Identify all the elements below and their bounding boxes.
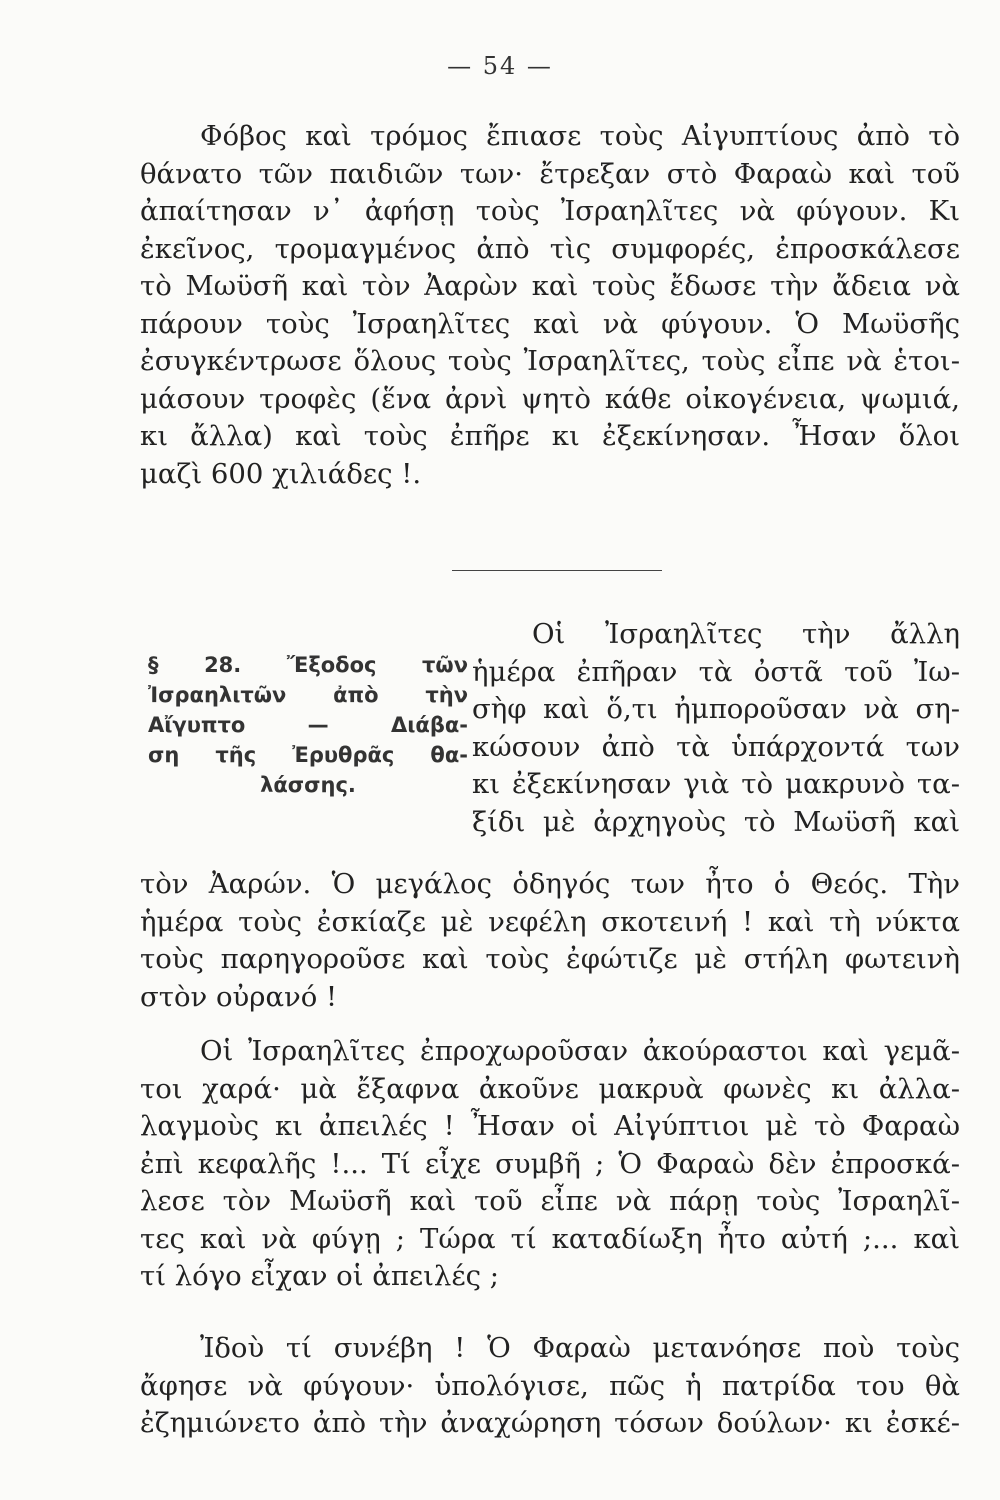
text-line: ἐκεῖνος, τρομαγμένος ἀπὸ τὶς συμφορές, ἐπροσκάλεσε [140,232,960,265]
text-line: ἐπὶ κεφαλῆς !... Τί εἶχε συμβῆ ; Ὁ Φαραὼ δὲν ἐπροσκά- [140,1147,960,1180]
text-line: τί λόγο εἶχαν οἱ ἀπειλές ; [140,1260,500,1292]
section-heading-line: Αἴγυπτο — Διάβα- [148,713,468,737]
text-line: κώσουν ἀπὸ τὰ ὑπάρχοντά των [472,730,960,763]
text-line: μαζὶ 600 χιλιάδες !. [140,457,422,490]
text-line: κι ἄλλα) καὶ τοὺς ἐπῆρε κι ἐξεκίνησαν. Ἦσαν ὅλοι [140,420,960,452]
text-line: ἄφησε νὰ φύγουν· ὑπολόγισε, πῶς ἡ πατρίδα του θὰ [140,1369,960,1402]
text-line: στὸν οὐρανό ! [140,980,338,1013]
section-heading-line: § 28. Ἔξοδος τῶν [148,653,468,677]
text-line: κι ἐξεκίνησαν γιὰ τὸ μακρυνὸ τα- [472,768,960,800]
paragraph-departure-continued [140,866,960,1016]
text-line: Ἰδοὺ τί συνέβη ! Ὁ Φαραὼ μετανόησε ποὺ τοὺς [200,1332,960,1364]
text-line: ἀπαίτησαν ν᾽ ἀφήσῃ τοὺς Ἰσραηλῖτες νὰ φύγουν. Κι [140,195,960,227]
paragraph-pursuit [140,1033,960,1296]
text-line: ξίδι μὲ ἀρχηγοὺς τὸ Μωϋσῆ καὶ [472,805,960,838]
text-line: λεσε τὸν Μωϋσῆ καὶ τοῦ εἶπε νὰ πάρῃ τοὺς Ἰσραηλῖ- [140,1185,960,1217]
paragraph-departure-side [472,616,960,841]
text-line: Φόβος καὶ τρόμος ἔπιασε τοὺς Αἰγυπτίους ἀπὸ τὸ [200,120,960,152]
text-line: τες καὶ νὰ φύγῃ ; Τώρα τί καταδίωξη ἦτο αὐτή ;... καὶ [140,1222,960,1255]
section-heading-line: Ἰσραηλιτῶν ἀπὸ τὴν [148,683,468,707]
paragraph-exodus-fear [140,118,960,493]
section-heading-line: ση τῆς Ἐρυθρᾶς θα- [148,743,468,767]
text-line: Οἱ Ἰσραηλῖτες τὴν ἄλλη [532,618,960,650]
text-line: Οἱ Ἰσραηλῖτες ἐπροχωροῦσαν ἀκούραστοι καὶ γεμᾶ- [200,1035,960,1067]
text-line: τὸ Μωϋσῆ καὶ τὸν Ἀαρὼν καὶ τοὺς ἔδωσε τὴν ἄδεια νὰ [140,270,960,302]
paragraph-pharaoh-repents [140,1330,960,1443]
text-line: πάρουν τοὺς Ἰσραηλῖτες καὶ νὰ φύγουν. Ὁ Μωϋσῆς [140,307,960,340]
text-line: ἐσυγκέντρωσε ὅλους τοὺς Ἰσραηλῖτες, τοὺς εἶπε νὰ ἑτοι- [140,345,960,377]
section-heading-line: λάσσης. [260,773,356,797]
page-number: — 54 — [447,52,553,80]
text-line: ἡμέρα τοὺς ἐσκίαζε μὲ νεφέλη σκοτεινή ! καὶ τὴ νύκτα [140,905,960,938]
text-line: σὴφ καὶ ὅ,τι ἠμποροῦσαν νὰ ση- [472,693,960,725]
text-line: θάνατο τῶν παιδιῶν των· ἔτρεξαν στὸ Φαραὼ καὶ τοῦ [140,157,960,190]
text-line: λαγμοὺς κι ἀπειλές ! Ἦσαν οἱ Αἰγύπτιοι μὲ τὸ Φαραὼ [140,1110,960,1142]
text-line: τοὺς παρηγοροῦσε καὶ τοὺς ἐφώτιζε μὲ στήλη φωτεινὴ [140,943,960,975]
section-divider [452,570,662,571]
section-heading [148,650,468,800]
text-line: μάσουν τροφὲς (ἕνα ἀρνὶ ψητὸ κάθε οἰκογένεια, ψωμιά, [140,382,960,415]
text-line: τοι χαρά· μὰ ἔξαφνα ἀκοῦνε μακρυὰ φωνὲς κι ἀλλα- [140,1072,960,1105]
text-line: τὸν Ἀαρών. Ὁ μεγάλος ὁδηγός των ἦτο ὁ Θεός. Τὴν [140,868,960,900]
text-line: ἡμέρα ἐπῆραν τὰ ὀστᾶ τοῦ Ἰω- [472,655,960,688]
text-line: ἐζημιώνετο ἀπὸ τὴν ἀναχώρηση τόσων δούλων· κι ἐσκέ- [140,1407,960,1439]
